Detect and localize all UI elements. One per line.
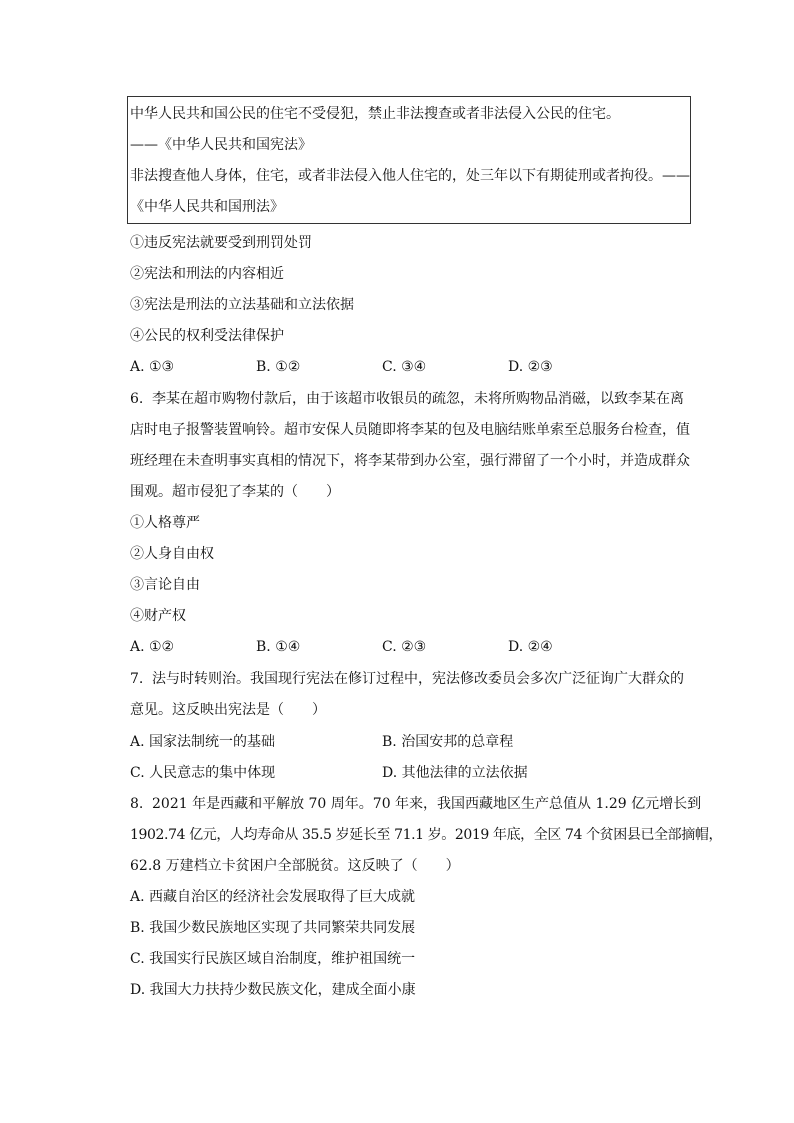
q7-option-d[interactable]: D. 其他法律的立法依据	[382, 765, 528, 781]
q7-stem-line1	[130, 669, 684, 689]
q5-option-b[interactable]: B. ①②	[256, 359, 301, 375]
q5-statement-1: ①违反宪法就要受到刑罚处罚	[130, 235, 312, 251]
q7-option-c[interactable]: C. 人民意志的集中体现	[130, 765, 276, 781]
q6-stem-line1	[130, 389, 684, 409]
q8-number: 8.	[130, 796, 144, 812]
q6-statement-1: ①人格尊严	[130, 515, 200, 531]
q6-number: 6.	[130, 391, 144, 407]
q5-statement-3: ③宪法是刑法的立法基础和立法依据	[130, 297, 354, 313]
q6-option-d[interactable]: D. ②④	[508, 639, 553, 655]
q6-stem-text: 李某在超市购物付款后，由于该超市收银员的疏忽，未将所购物品消磁，以致李某在离	[152, 391, 684, 407]
q8-option-a[interactable]: A. 西藏自治区的经济社会发展取得了巨大成就	[130, 889, 416, 905]
q8-option-c[interactable]: C. 我国实行民族区域自治制度，维护祖国统一	[130, 951, 416, 967]
q5-option-a[interactable]: A. ①③	[130, 359, 175, 375]
q6-statement-4: ④财产权	[130, 608, 186, 624]
q8-stem-line1	[130, 794, 701, 814]
q6-option-a[interactable]: A. ①②	[130, 639, 175, 655]
q6-option-c[interactable]: C. ②③	[382, 639, 427, 655]
q6-statement-3: ③言论自由	[130, 577, 200, 593]
q8-stem-text: 2021 年是西藏和平解放 70 周年。70 年来，我国西藏地区生产总值从 1.29 亿元增长到	[152, 796, 702, 812]
q5-statement-4: ④公民的权利受法律保护	[130, 328, 284, 344]
q7-stem-text: 法与时转则治。我国现行宪法在修订过程中，宪法修改委员会多次广泛征询广大群众的	[152, 671, 684, 687]
q5-option-c[interactable]: C. ③④	[382, 359, 427, 375]
q7-option-b[interactable]: B. 治国安邦的总章程	[382, 734, 514, 750]
q6-statement-2: ②人身自由权	[130, 546, 214, 562]
q6-option-b[interactable]: B. ①④	[256, 639, 301, 655]
quote-criminal-law-text: 非法搜查他人身体，住宅，或者非法侵入他人住宅的，处三年以下有期徒刑或者拘役。——	[130, 168, 690, 184]
q5-option-d[interactable]: D. ②③	[508, 359, 553, 375]
q7-stem-line2: 意见。这反映出宪法是（ ）	[130, 702, 326, 718]
q7-option-a[interactable]: A. 国家法制统一的基础	[130, 734, 276, 750]
q6-stem-line4: 围观。超市侵犯了李某的（ ）	[130, 484, 340, 500]
quote-constitution-source: ——《中华人民共和国宪法》	[130, 137, 312, 153]
q8-option-b[interactable]: B. 我国少数民族地区实现了共同繁荣共同发展	[130, 920, 416, 936]
q8-stem-line3: 62.8 万建档立卡贫困户全部脱贫。这反映了（ ）	[130, 858, 460, 874]
q7-number: 7.	[130, 671, 144, 687]
quote-criminal-law-source: 《中华人民共和国刑法》	[130, 199, 284, 215]
q8-option-d[interactable]: D. 我国大力扶持少数民族文化，建成全面小康	[130, 982, 416, 998]
q6-stem-line3: 班经理在未查明事实真相的情况下，将李某带到办公室，强行滞留了一个小时，并造成群众	[130, 453, 690, 469]
quote-constitution-text: 中华人民共和国公民的住宅不受侵犯，禁止非法搜查或者非法侵入公民的住宅。	[130, 106, 620, 122]
q6-stem-line2: 店时电子报警装置响铃。超市安保人员随即将李某的包及电脑结账单索至总服务台检查，值	[130, 422, 690, 438]
q8-stem-line2: 1902.74 亿元，人均寿命从 35.5 岁延长至 71.1 岁。2019 年底，全区 74 个贫困县已全部摘帽，	[130, 827, 723, 843]
q5-statement-2: ②宪法和刑法的内容相近	[130, 266, 284, 282]
